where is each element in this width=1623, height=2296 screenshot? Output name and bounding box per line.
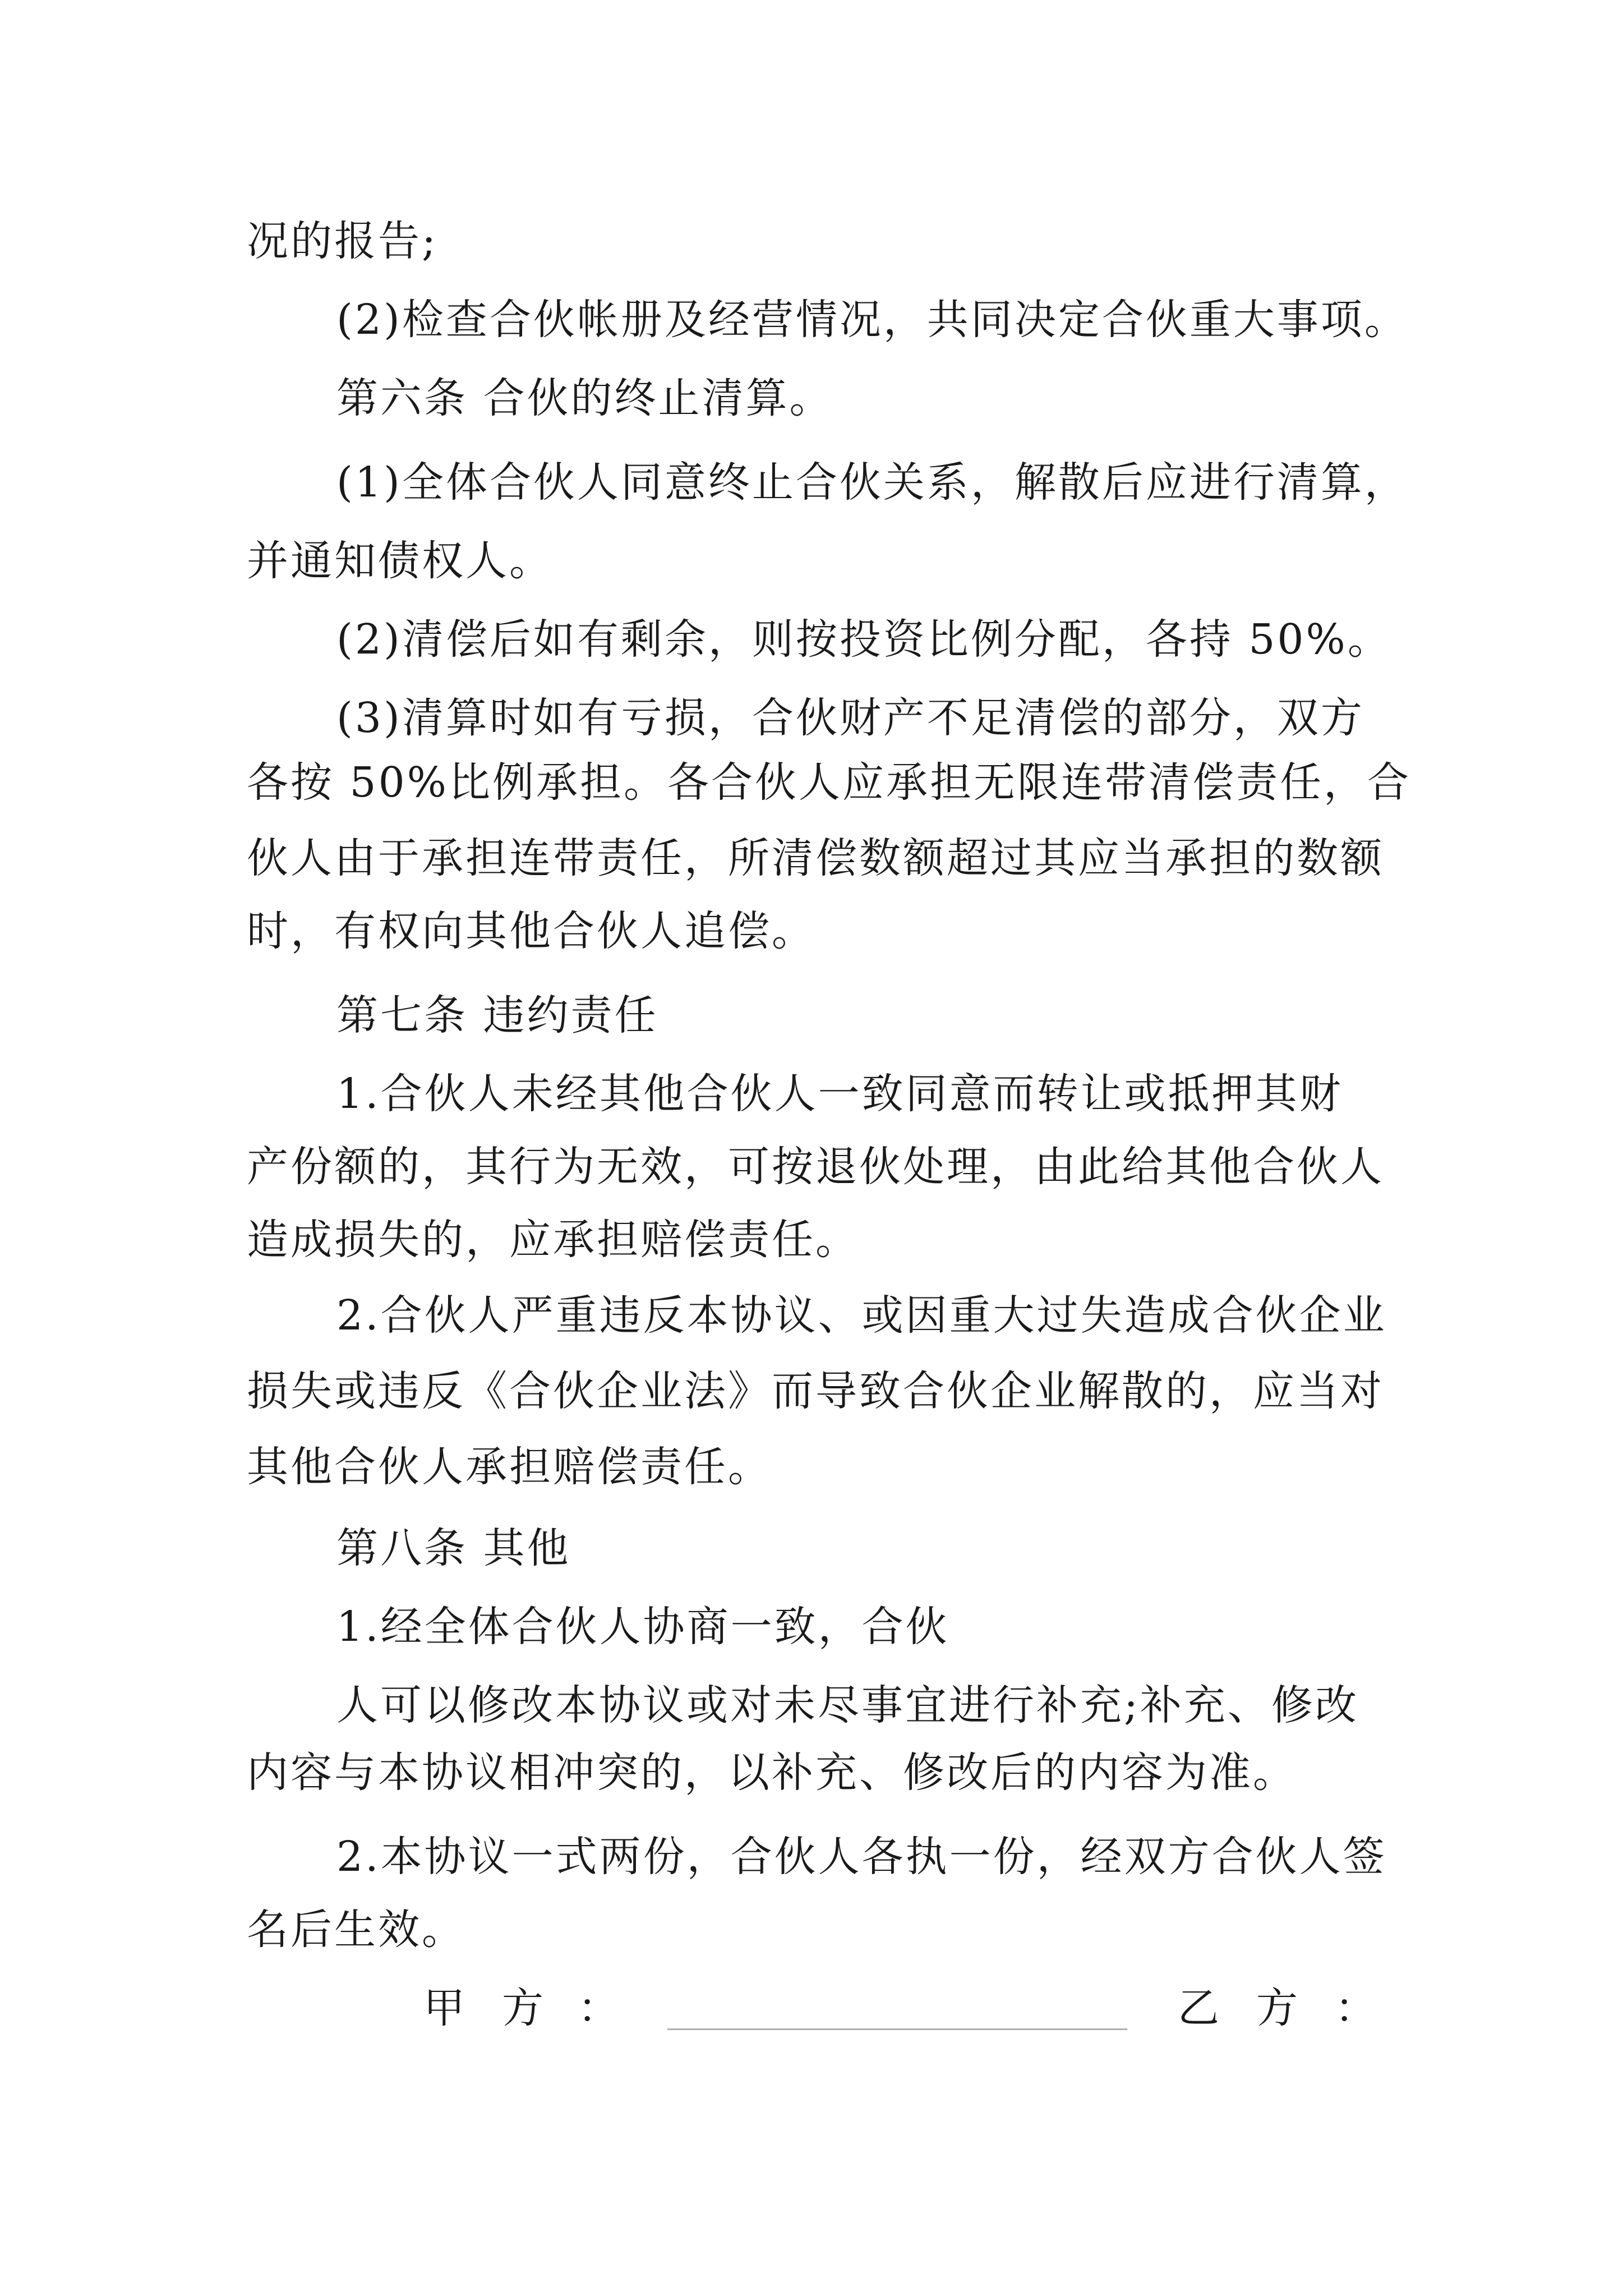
text-line: (1)全体合伙人同意终止合伙关系，解散后应进行清算， — [336, 458, 1408, 507]
text-line: 其他合伙人承担赔偿责任。 — [247, 1443, 772, 1491]
party-b-char: 乙 — [1178, 1984, 1219, 2032]
text-line: 名后生效。 — [247, 1906, 465, 1954]
text-line: 伙人由于承担连带责任，所清偿数额超过其应当承担的数额 — [247, 834, 1384, 882]
signature-row — [0, 1980, 1623, 2047]
party-b-colon: ： — [1335, 1984, 1376, 2032]
text-line: 人可以修改本协议或对未尽事宜进行补充;补充、修改 — [336, 1681, 1359, 1729]
text-line: (3)清算时如有亏损，合伙财产不足清偿的部分，双方 — [336, 694, 1364, 742]
signature-line — [667, 2028, 1127, 2030]
party-a-char: 甲 — [423, 1984, 465, 2032]
text-line: 1.合伙人未经其他合伙人一致同意而转让或抵押其财 — [336, 1070, 1343, 1118]
text-line: 造成损失的，应承担赔偿责任。 — [247, 1216, 859, 1264]
text-line: 损失或违反《合伙企业法》而导致合伙企业解散的，应当对 — [247, 1367, 1384, 1415]
text-line: (2)检查合伙帐册及经营情况，共同决定合伙重大事项。 — [336, 296, 1408, 344]
text-line: 1.经全体合伙人协商一致，合伙 — [336, 1603, 949, 1651]
section-heading: 第八条 其他 — [336, 1524, 571, 1572]
text-line: 各按 50%比例承担。各合伙人应承担无限连带清偿责任，合 — [247, 758, 1411, 807]
text-line: 内容与本协议相冲突的，以补充、修改后的内容为准。 — [247, 1749, 1297, 1797]
text-line: (2)清偿后如有剩余，则按投资比例分配，各持 50%。 — [336, 615, 1391, 664]
text-line: 时，有权向其他合伙人追偿。 — [247, 907, 815, 955]
party-b-char: 方 — [1256, 1984, 1298, 2032]
section-heading: 第六条 合伙的终止清算。 — [336, 374, 833, 422]
text-line: 产份额的，其行为无效，可按退伙处理，由此给其他合伙人 — [247, 1143, 1384, 1191]
section-heading: 第七条 违约责任 — [336, 991, 658, 1039]
party-a-char: 方 — [502, 1984, 543, 2032]
party-a-colon: ： — [578, 1984, 619, 2032]
text-line: 并通知债权人。 — [247, 537, 553, 585]
text-line: 2.合伙人严重违反本协议、或因重大过失造成合伙企业 — [336, 1291, 1387, 1340]
text-line: 2.本协议一式两份，合伙人各执一份，经双方合伙人签 — [336, 1833, 1387, 1881]
text-line: 况的报告; — [247, 217, 438, 265]
